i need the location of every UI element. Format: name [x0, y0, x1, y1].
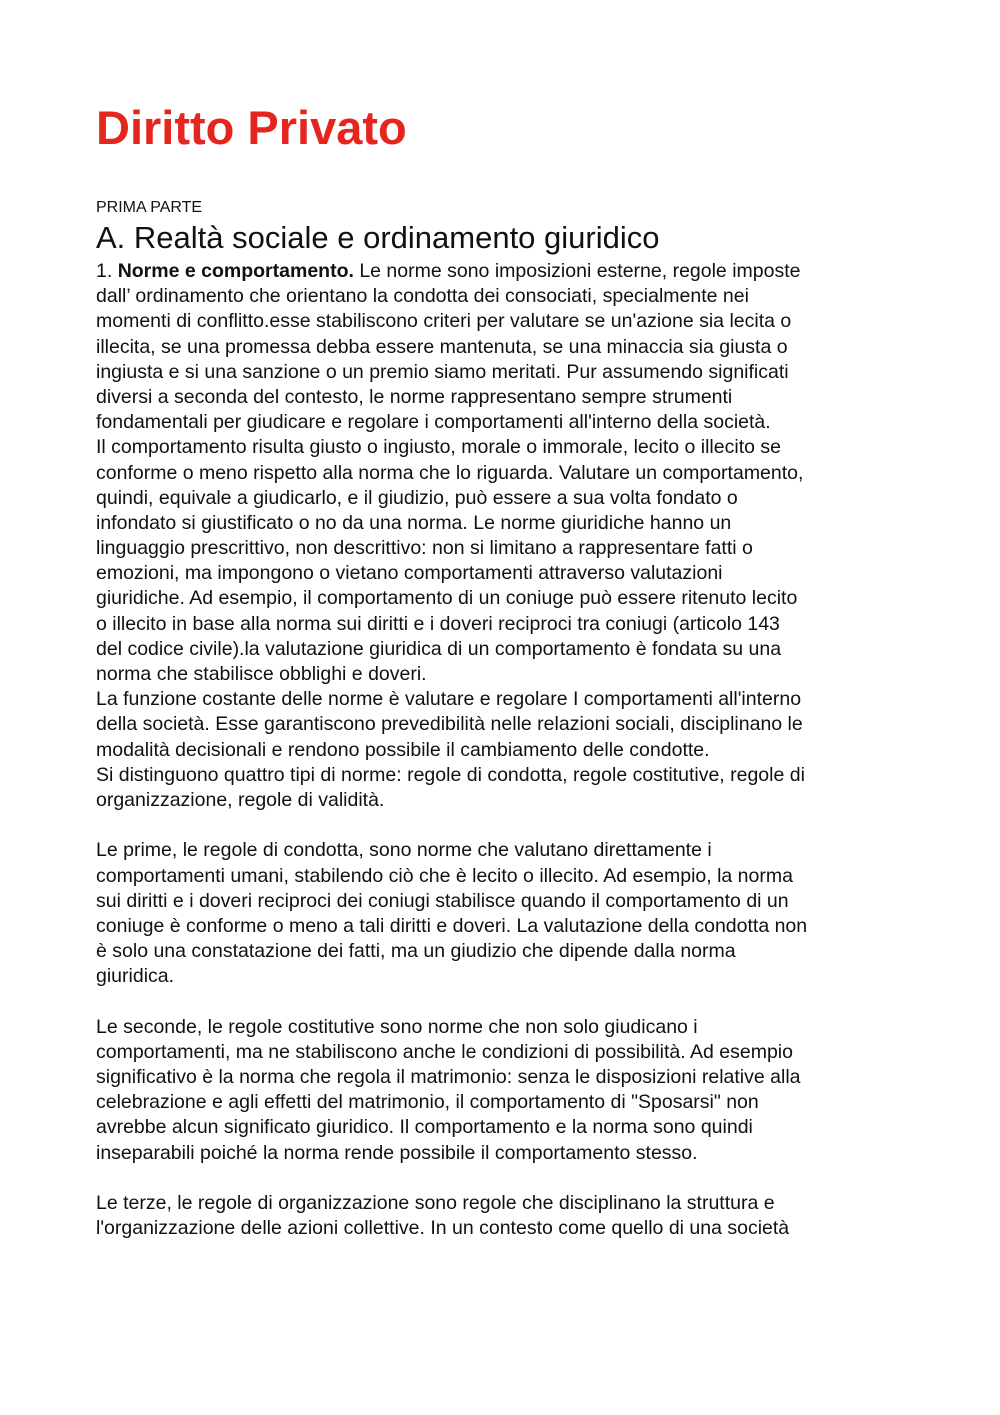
- text-line: avrebbe alcun significato giuridico. Il comportamento e la norma sono quindi: [96, 1116, 753, 1139]
- text-line: inseparabili poiché la norma rende possibile il comportamento stesso.: [96, 1141, 698, 1164]
- text-line: significativo è la norma che regola il matrimonio: senza le disposizioni relative alla: [96, 1066, 801, 1088]
- text-line: Le terze, le regole di organizzazione sono regole che disciplinano la struttura e: [96, 1191, 775, 1214]
- text-line: fondamentali per giudicare e regolare i comportamenti all'interno della società.: [96, 411, 771, 434]
- text-line: Le prime, le regole di condotta, sono norme che valutano direttamente i: [96, 839, 712, 862]
- paragraph-first-line: [96, 259, 916, 284]
- text-line: quindi, equivale a giudicarlo, e il giudizio, può essere a sua volta fondato o: [96, 486, 738, 509]
- section-title: A. Realtà sociale e ordinamento giuridico: [96, 220, 660, 255]
- paragraph-gap: [96, 1166, 916, 1191]
- text-line: è solo una constatazione dei fatti, ma un giudizio che dipende dalla norma: [96, 940, 736, 963]
- text-line: della società. Esse garantiscono prevedibilità nelle relazioni sociali, disciplinano le: [96, 713, 803, 736]
- text-line: giuridiche. Ad esempio, il comportamento di un coniuge può essere ritenuto lecito: [96, 587, 798, 610]
- text-line: infondato si giustificato o no da una norma. Le norme giuridiche hanno un: [96, 511, 732, 534]
- text-line: conforme o meno rispetto alla norma che lo riguarda. Valutare un comportamento,: [96, 461, 804, 484]
- text-line: ingiusta e si una sanzione o un premio siamo meritati. Pur assumendo significati: [96, 360, 789, 383]
- paragraph-gap: [96, 813, 916, 838]
- text-line: La funzione costante delle norme è valutare e regolare I comportamenti all'interno: [96, 688, 802, 711]
- item-heading: Norme e comportamento.: [117, 260, 354, 282]
- text-line: Le seconde, le regole costitutive sono norme che non solo giudicano i: [96, 1015, 698, 1038]
- text-line: l'organizzazione delle azioni collettive. In un contesto come quello di una società: [96, 1217, 790, 1240]
- text-line: celebrazione e agli effetti del matrimonio, il comportamento di "Sposarsi" non: [96, 1091, 759, 1114]
- text-line: diversi a seconda del contesto, le norme rappresentano sempre strumenti: [96, 385, 733, 408]
- text-line: comportamenti umani, stabilendo ciò che è lecito o illecito. Ad esempio, la norma: [96, 864, 793, 887]
- text-line: dall’ ordinamento che orientano la condotta dei consociati, specialmente nei: [96, 285, 749, 308]
- text-line: comportamenti, ma ne stabiliscono anche le condizioni di possibilità. Ad esempio: [96, 1040, 793, 1063]
- text-lines: [96, 284, 916, 1241]
- text-line: modalità decisionali e rendono possibile il cambiamento delle condotte.: [96, 738, 710, 761]
- text-line: sui diritti e i doveri reciproci dei coniugi stabilisce quando il comportamento di un: [96, 889, 789, 912]
- item-text: Le norme sono imposizioni esterne, regole imposte: [353, 260, 801, 282]
- text-line: emozioni, ma impongono o vietano comportamenti attraverso valutazioni: [96, 562, 723, 585]
- text-line: momenti di conflitto.esse stabiliscono criteri per valutare se un'azione sia lecita o: [96, 310, 792, 333]
- text-line: Si distinguono quattro tipi di norme: regole di condotta, regole costitutive, regole di: [96, 763, 805, 786]
- text-line: o illecito in base alla norma sui diritti e i doveri reciproci tra coniugi (articolo 143: [96, 612, 780, 635]
- text-line: norma che stabilisce obblighi e doveri.: [96, 663, 427, 685]
- text-line: Il comportamento risulta giusto o ingiusto, morale o immorale, lecito o illecito se: [96, 436, 781, 459]
- text-line: giuridica.: [96, 965, 175, 988]
- text-line: illecita, se una promessa debba essere mantenuta, se una minaccia sia giusta o: [96, 335, 788, 358]
- item-number: 1.: [96, 260, 118, 282]
- text-line: organizzazione, regole di validità.: [96, 788, 385, 811]
- document-title: Diritto Privato: [96, 101, 407, 154]
- text-line: linguaggio prescrittivo, non descrittivo: non si limitano a rappresentare fatti o: [96, 537, 753, 560]
- text-line: del codice civile).la valutazione giuridica di un comportamento è fondata su una: [96, 637, 782, 660]
- body-text: [96, 259, 916, 1241]
- text-line: coniuge è conforme o meno a tali diritti e doveri. La valutazione della condotta non: [96, 914, 808, 937]
- part-label: PRIMA PARTE: [96, 199, 203, 216]
- paragraph-gap: [96, 989, 916, 1014]
